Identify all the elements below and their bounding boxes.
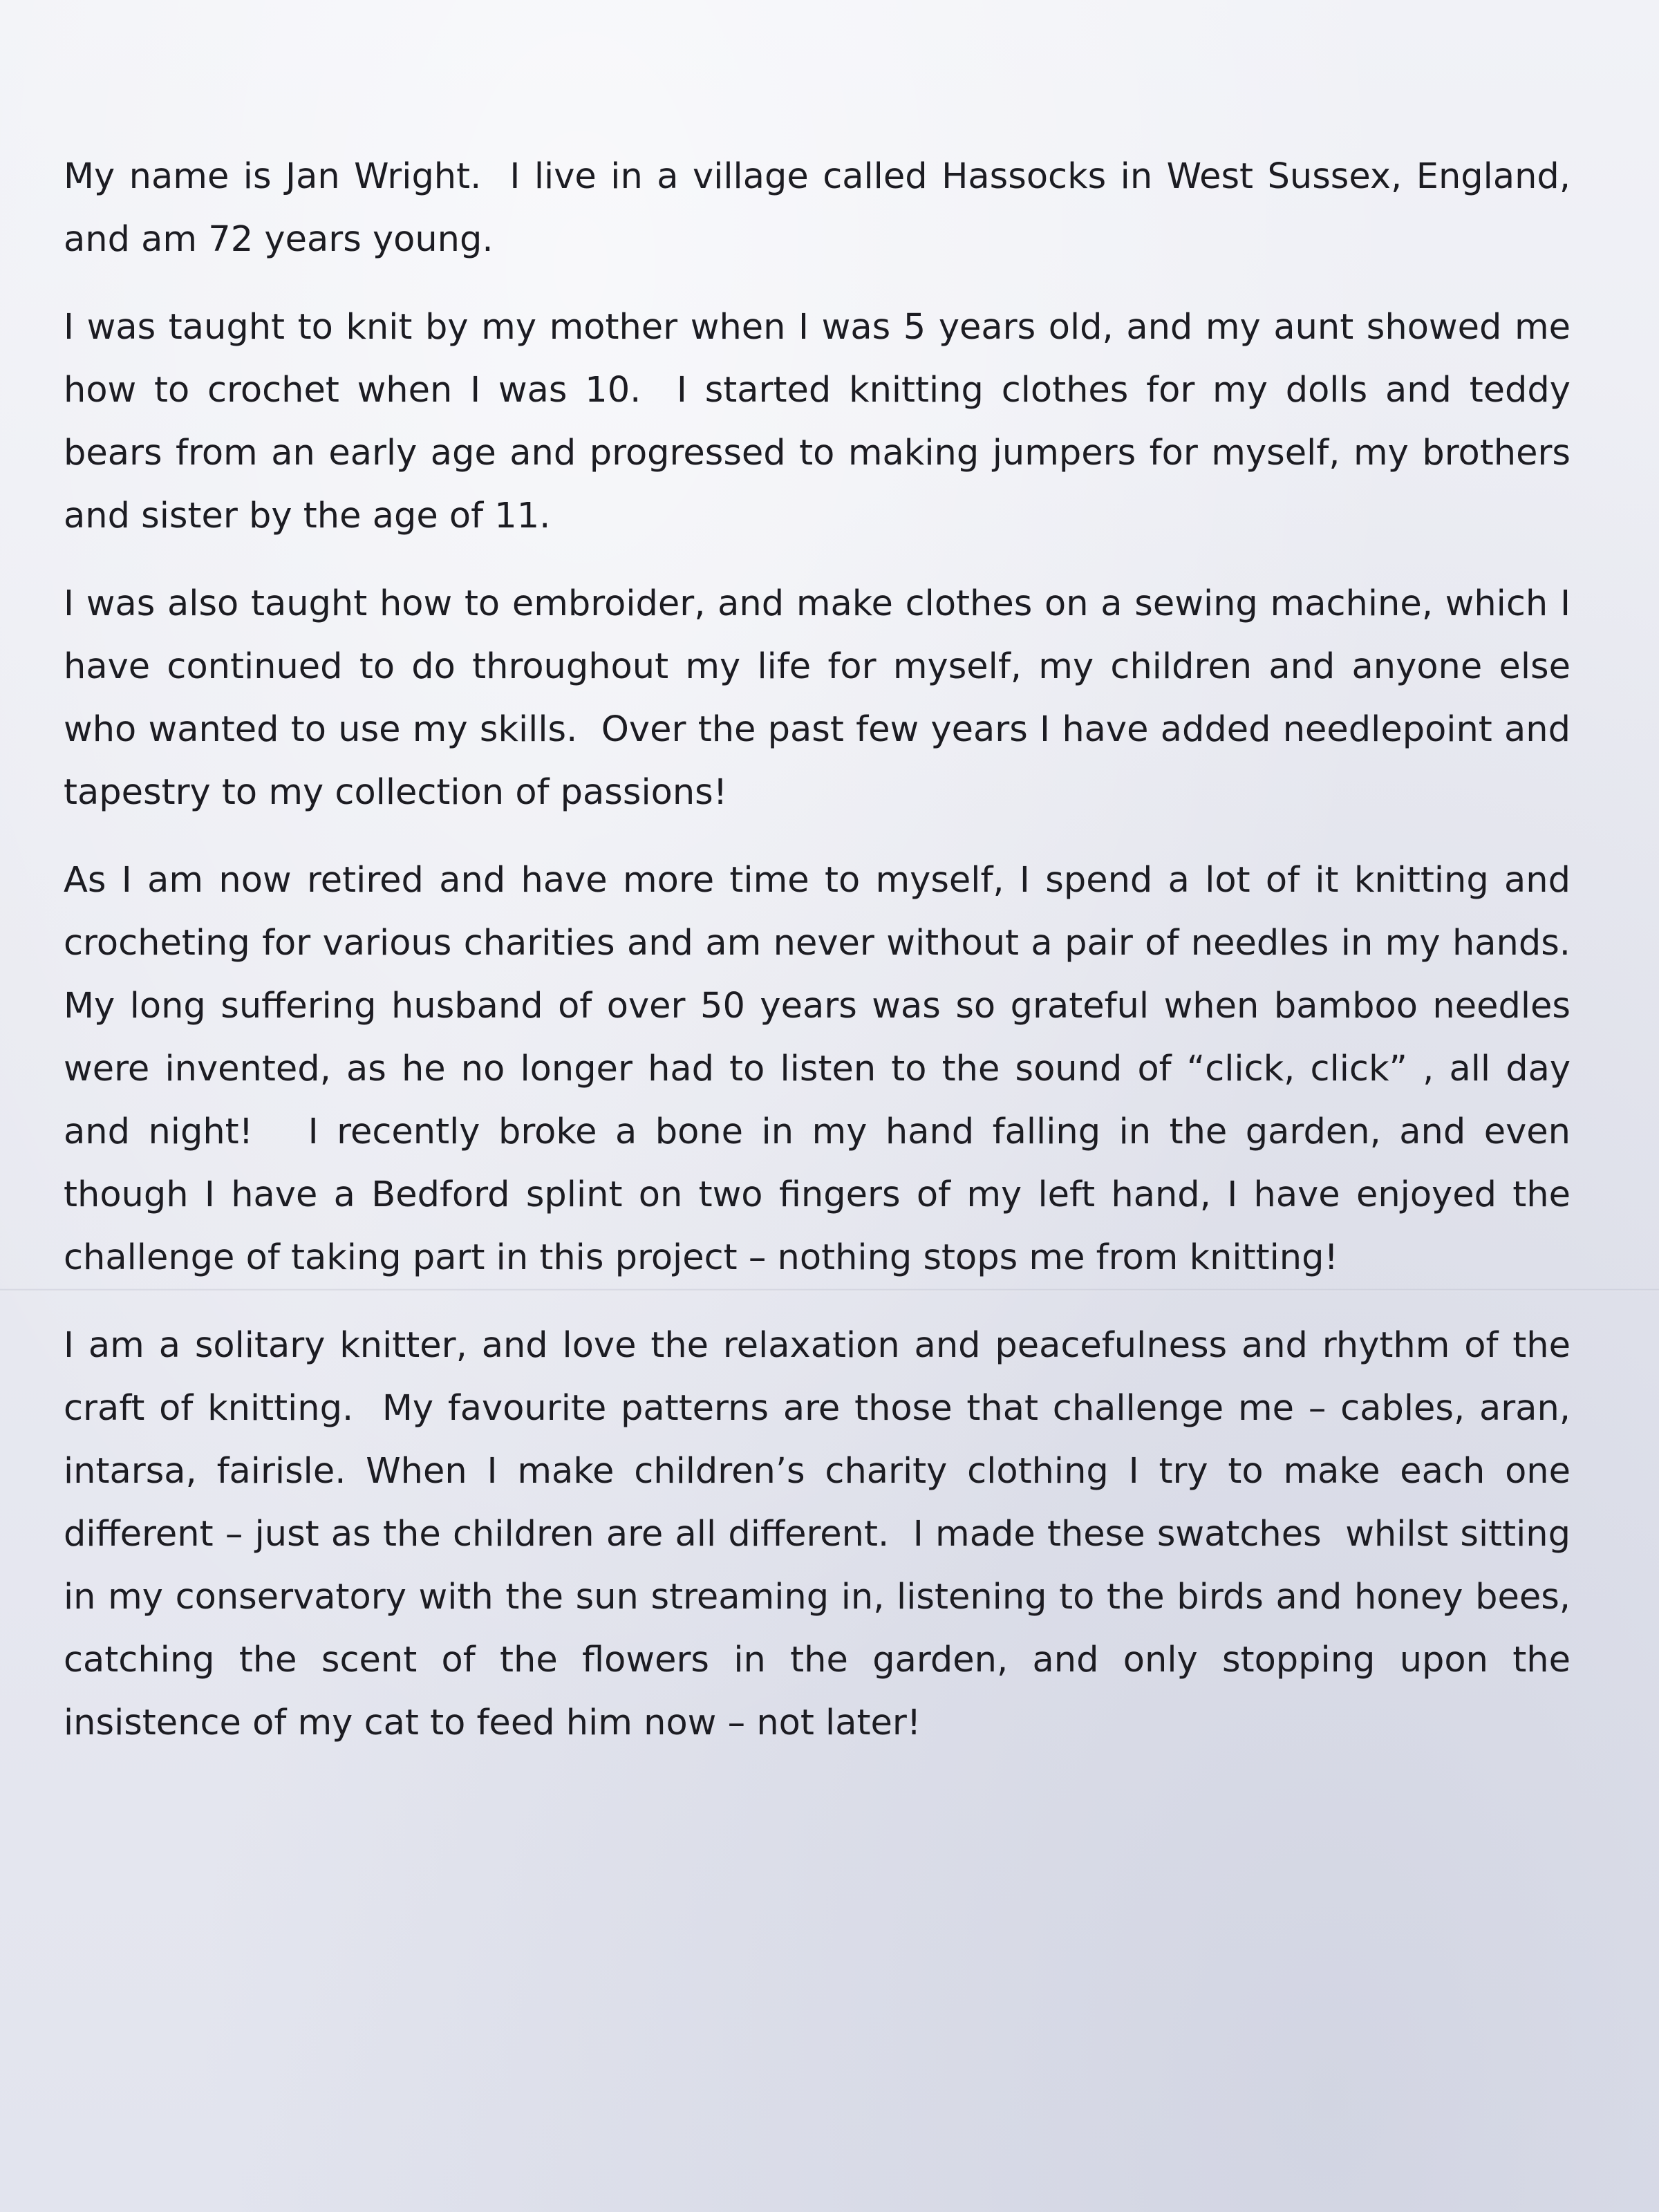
paragraph-learning-to-knit: I was taught to knit by my mother when I was 5 years old, and my aunt showed me how to crochet when I was 10. I started knitting clothes for my dolls and teddy bears from an early age and progressed to making jumpers for myself, my brothers and sister by the age of 11. bbox=[64, 307, 1582, 536]
paragraph-other-crafts: I was also taught how to embroider, and make clothes on a sewing machine, which I have continued to do throughout my life for myself, my children and anyone else who wanted to use my skills. Over the past few years I have added needlepoint and tapestry to my collection of passions! bbox=[64, 583, 1582, 813]
paragraph-introduction: My name is Jan Wright. I live in a village called Hassocks in West Sussex, England, and am 72 years young. bbox=[64, 156, 1582, 260]
letter-body bbox=[64, 145, 1593, 1779]
paragraph-retirement: As I am now retired and have more time to myself, I spend a lot of it knitting and crocheting for various charities and am never without a pair of needles in my hands. My long suffering husband of over 50 years was so grateful when bamboo needles were invented, as he no longer had to listen to the sound of “click, click” , all day and night! I recently broke a bone in my hand falling in the garden, and even though I have a Bedford splint on two fingers of my left hand, I have enjoyed the challenge of taking part in this project – nothing stops me from knitting! bbox=[64, 860, 1593, 1278]
paragraph-solitary-knitter: I am a solitary knitter, and love the relaxation and peacefulness and rhythm of the craft of knitting. My favourite patterns are those that challenge me – cables, aran, intarsa, fairisle. When I make children’s charity clothing I try to make each one different – just as the children are all different. I made these swatches whilst sitting in my conservatory with the sun streaming in, listening to the birds and honey bees, catching the scent of the flowers in the garden, and only stopping upon the insistence of my cat to feed him now – not later! bbox=[64, 1325, 1582, 1743]
